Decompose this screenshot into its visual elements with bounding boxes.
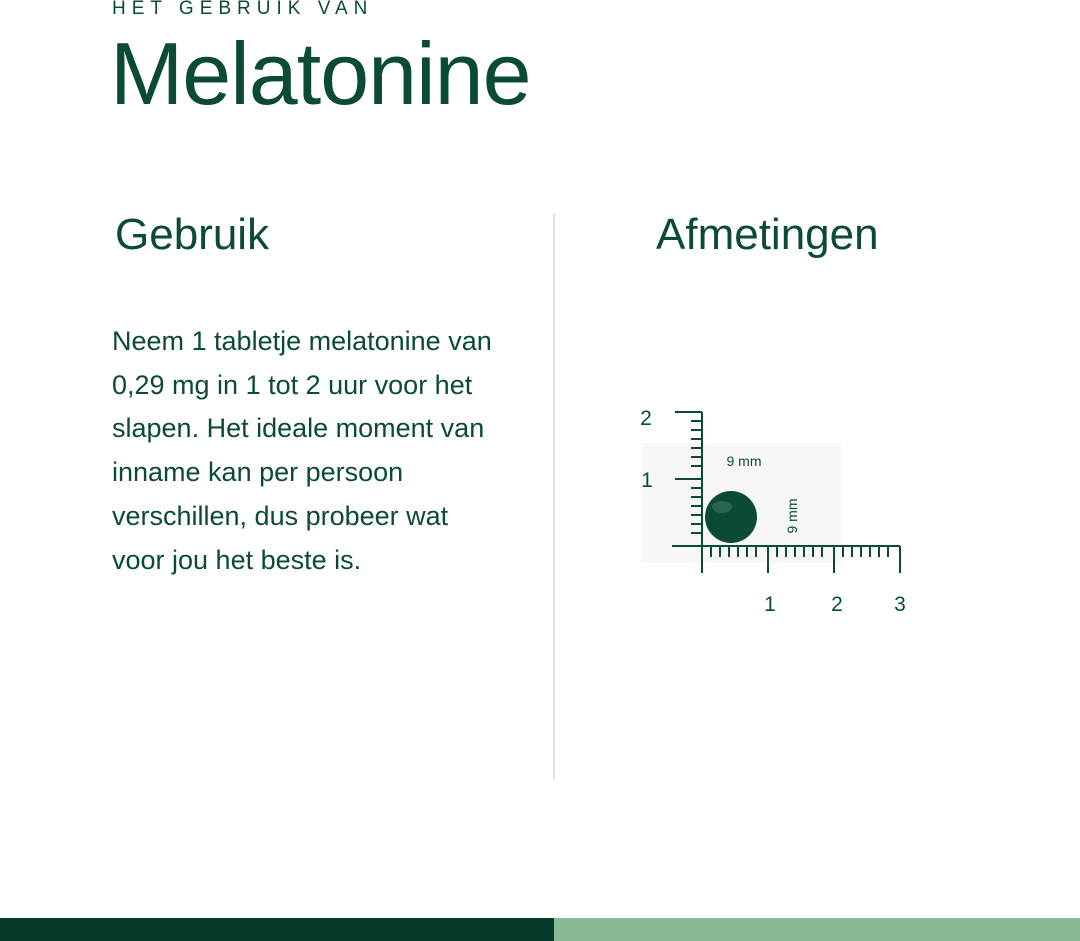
footer-bar-dark bbox=[0, 918, 554, 941]
x-tick-label: 3 bbox=[894, 593, 906, 616]
height-label: 9 mm bbox=[784, 498, 800, 534]
y-tick-label: 2 bbox=[640, 407, 652, 430]
width-label: 9 mm bbox=[726, 453, 762, 469]
x-tick-label: 1 bbox=[764, 593, 776, 616]
dimensions-heading: Afmetingen bbox=[656, 210, 879, 259]
tablet-size-diagram bbox=[625, 395, 925, 625]
tablet-icon bbox=[705, 491, 757, 543]
footer-bar-light bbox=[554, 918, 1080, 941]
usage-text: Neem 1 tabletje melatonine van 0,29 mg in 1 tot 2 uur voor het slapen. Het ideale moment van inname kan per persoon verschillen, dus probeer wat voor jou het beste is. bbox=[112, 326, 492, 575]
usage-heading: Gebruik bbox=[115, 210, 270, 259]
y-tick-label: 1 bbox=[641, 469, 653, 492]
page-title: Melatonine bbox=[110, 24, 531, 123]
column-divider bbox=[553, 213, 555, 780]
tablet-highlight bbox=[712, 501, 732, 513]
x-tick-label: 2 bbox=[831, 593, 843, 616]
eyebrow-label: HET GEBRUIK VAN bbox=[112, 0, 374, 19]
